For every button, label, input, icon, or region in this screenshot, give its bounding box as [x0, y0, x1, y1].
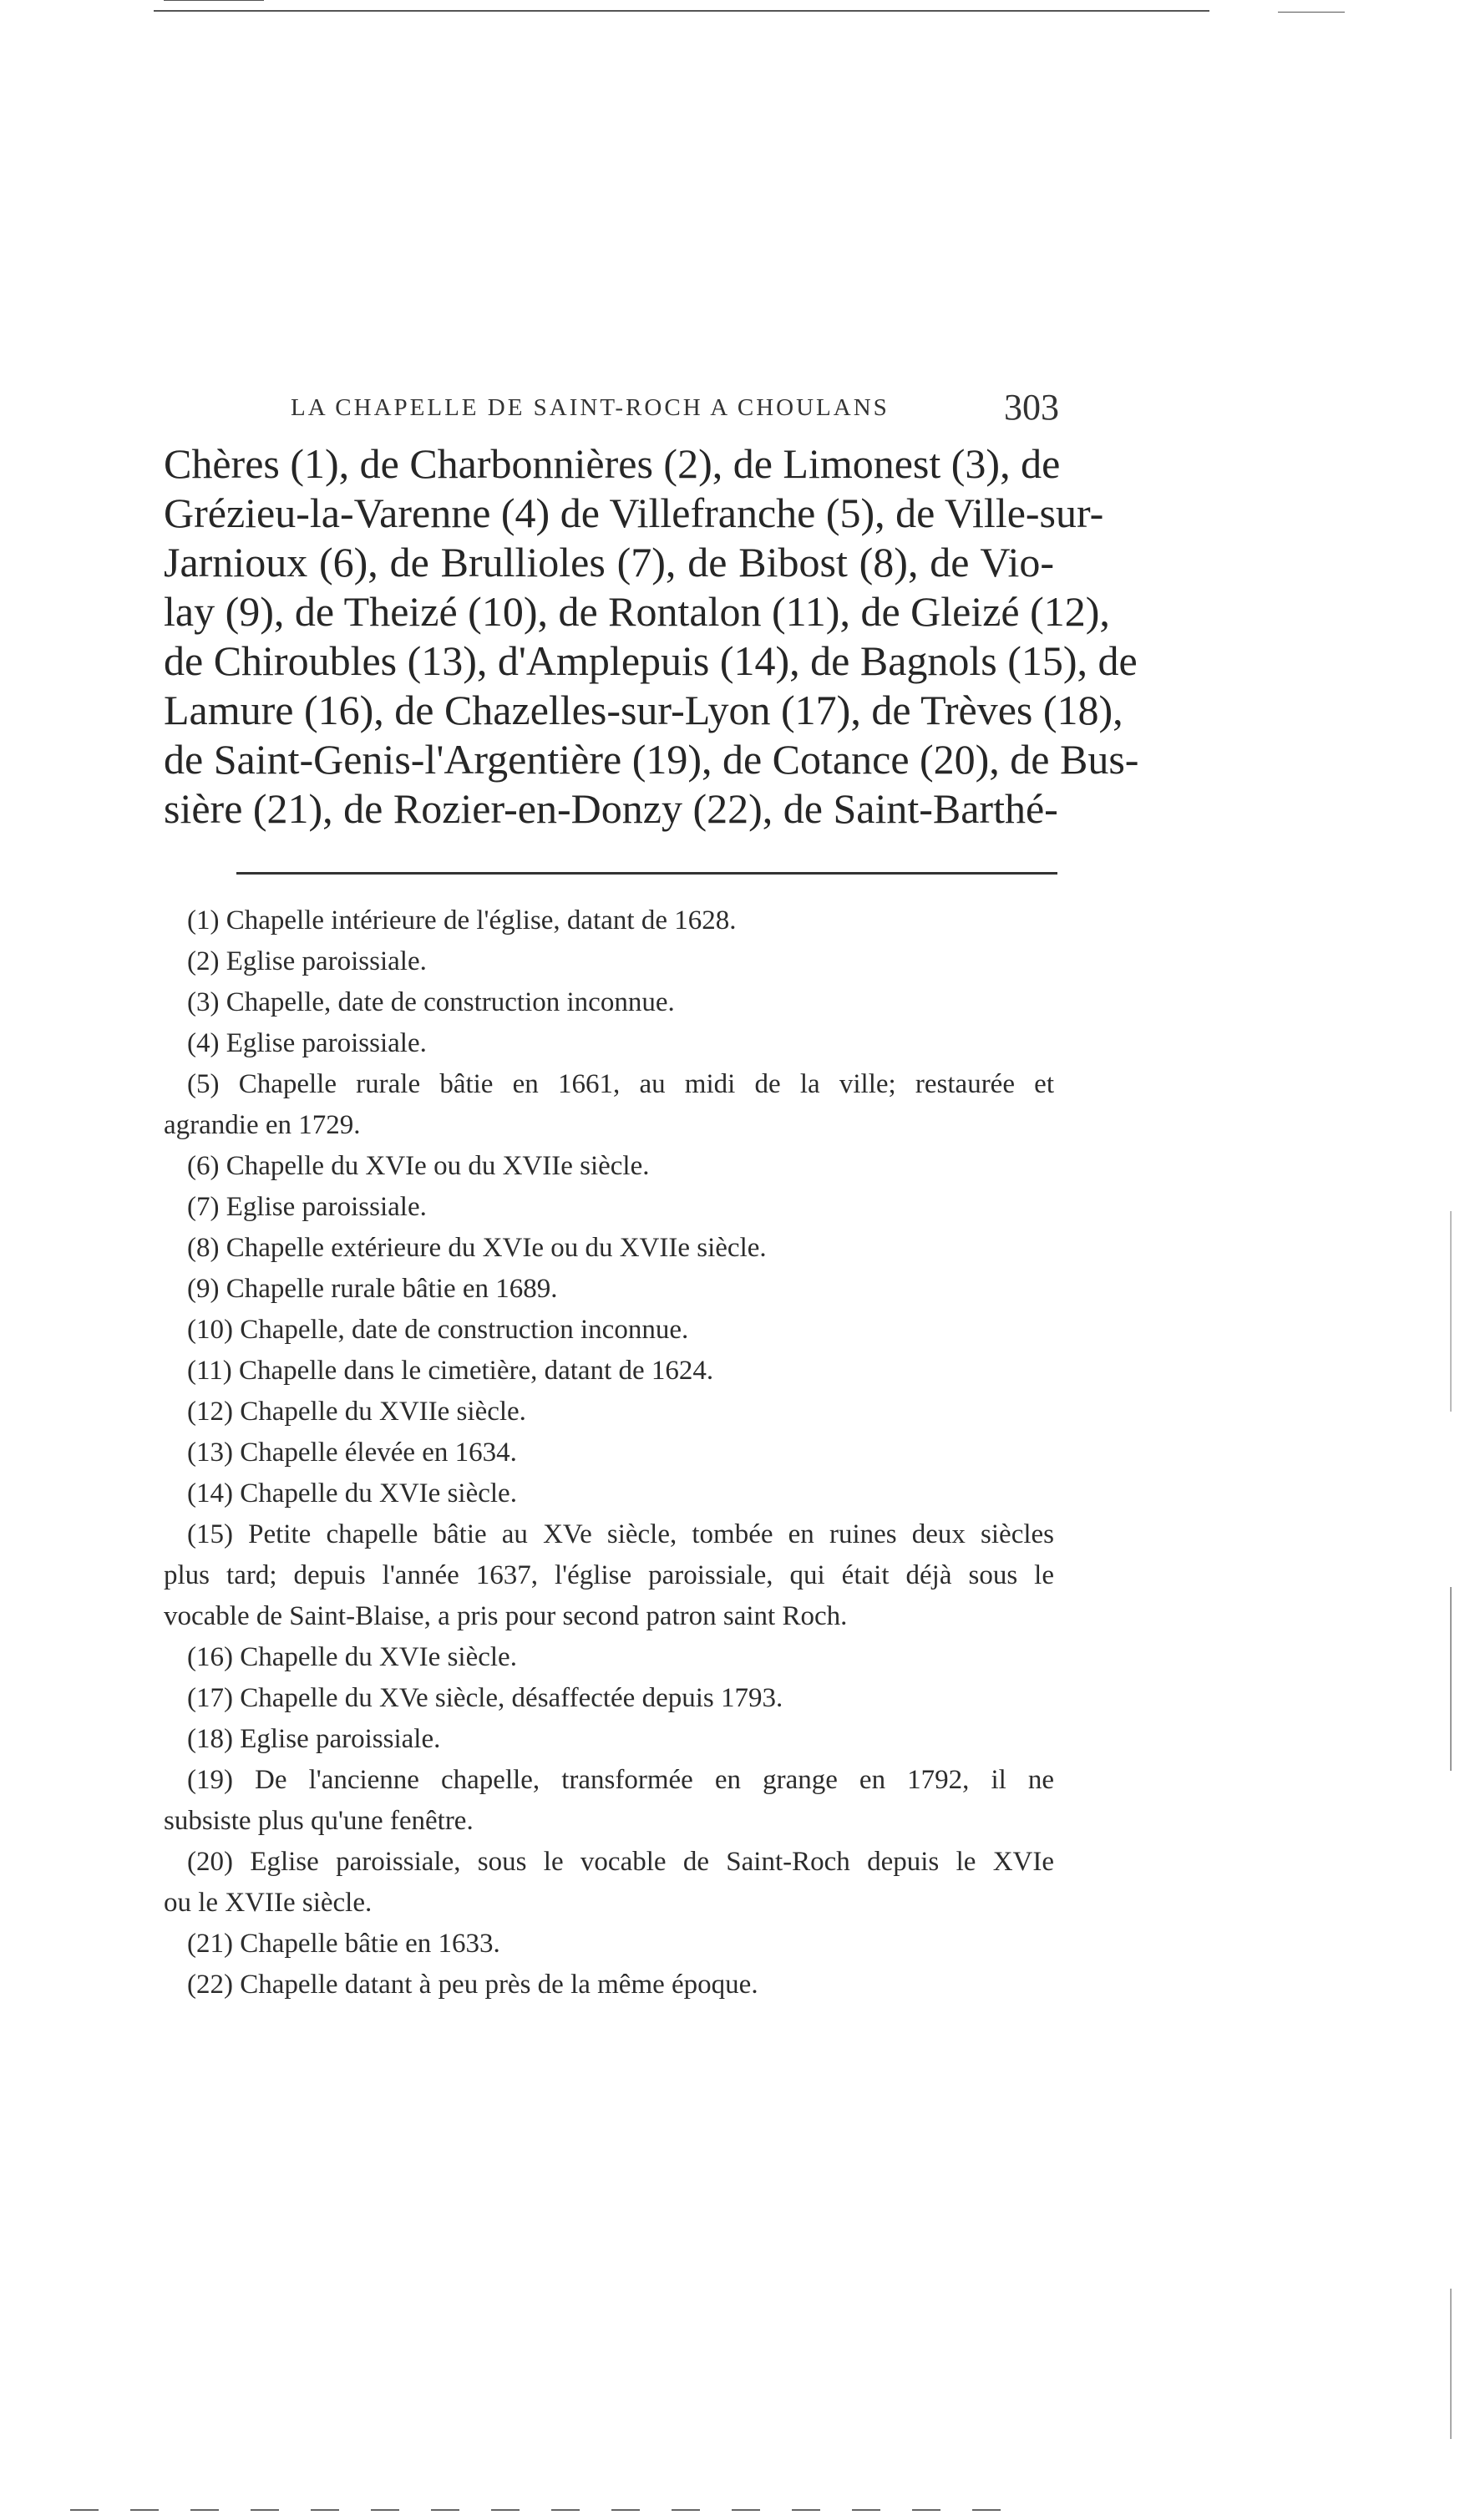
- body-line: Jarnioux (6), de Brullioles (7), de Bibost (8), de Vio-: [164, 539, 1054, 586]
- body-line: Lamure (16), de Chazelles-sur-Lyon (17), de Trèves (18),: [164, 687, 1123, 733]
- running-head: [291, 386, 1059, 436]
- footnote-number: (7): [187, 1192, 220, 1222]
- footnote-text: Chapelle datant à peu près de la même époque.: [240, 1970, 758, 2000]
- footnote: [164, 1473, 1054, 1514]
- footnote-number: (4): [187, 1028, 220, 1058]
- running-title: LA CHAPELLE DE SAINT-ROCH A CHOULANS: [291, 394, 890, 421]
- footnote-number: (16): [187, 1642, 233, 1672]
- footnote-text: Chapelle, date de construction inconnue.: [240, 1315, 689, 1345]
- footnote-text-continued: plus tard; depuis l'année 1637, l'église paroissiale, qui était déjà sous le: [164, 1560, 1054, 1590]
- footnote-number: (14): [187, 1478, 233, 1508]
- scan-edge-top: [154, 10, 1209, 12]
- page-number: 303: [1004, 387, 1059, 428]
- footnote: [164, 1719, 1054, 1760]
- footnote-text: Eglise paroissiale.: [226, 1192, 427, 1222]
- footnote-number: (19): [187, 1765, 233, 1795]
- footnote: [164, 1924, 1054, 1965]
- scan-edge-bottom: [70, 2509, 1014, 2511]
- footnote: [164, 1842, 1054, 1924]
- footnote: [164, 1269, 1054, 1310]
- footnote: [164, 1023, 1054, 1064]
- footnote-text: Chapelle du XVIIe siècle.: [240, 1397, 526, 1427]
- footnote-text: Chapelle du XVe siècle, désaffectée depuis 1793.: [240, 1683, 783, 1713]
- footnote-text: Eglise paroissiale.: [226, 946, 427, 976]
- footnote-number: (20): [187, 1847, 233, 1877]
- footnote-text: Eglise paroissiale.: [226, 1028, 427, 1058]
- footnote-number: (6): [187, 1151, 220, 1181]
- footnote-text: Chapelle extérieure du XVIe ou du XVIIe siècle.: [226, 1233, 767, 1263]
- body-line: sière (21), de Rozier-en-Donzy (22), de Saint-Barthé-: [164, 785, 1058, 832]
- footnote-number: (11): [187, 1356, 232, 1386]
- footnote-text: Eglise paroissiale.: [240, 1724, 441, 1754]
- footnote-number: (8): [187, 1233, 220, 1263]
- footnote-text: Chapelle du XVIe ou du XVIIe siècle.: [226, 1151, 650, 1181]
- footnote-number: (18): [187, 1724, 233, 1754]
- footnote-text: Chapelle du XVIe siècle.: [240, 1642, 517, 1672]
- scan-margin-mark: [1450, 2289, 1452, 2439]
- footnote-number: (10): [187, 1315, 233, 1345]
- footnote-text: Chapelle du XVIe siècle.: [240, 1478, 517, 1508]
- footnote: [164, 982, 1054, 1023]
- footnote-number: (13): [187, 1437, 233, 1468]
- scan-margin-mark: [1450, 1211, 1452, 1412]
- body-line: de Saint-Genis-l'Argentière (19), de Cotance (20), de Bus-: [164, 736, 1139, 783]
- body-text: [164, 439, 1139, 834]
- footnote: [164, 1064, 1054, 1146]
- footnote-number: (17): [187, 1683, 233, 1713]
- footnote-text: Chapelle bâtie en 1633.: [240, 1929, 500, 1959]
- footnotes: [164, 900, 1054, 2005]
- footnote: [164, 1146, 1054, 1187]
- footnote-text-continued: agrandie en 1729.: [164, 1110, 361, 1140]
- footnote-text: Chapelle élevée en 1634.: [240, 1437, 517, 1468]
- body-line: Grézieu-la-Varenne (4) de Villefranche (5), de Ville-sur-: [164, 489, 1104, 536]
- footnote: [164, 941, 1054, 982]
- footnote: [164, 1514, 1054, 1637]
- body-line: Chères (1), de Charbonnières (2), de Limonest (3), de: [164, 440, 1061, 487]
- footnote: [164, 900, 1054, 941]
- footnote-number: (12): [187, 1397, 233, 1427]
- footnote: [164, 1432, 1054, 1473]
- footnote: [164, 1228, 1054, 1269]
- footnote-number: (3): [187, 987, 220, 1017]
- footnote-text: Chapelle intérieure de l'église, datant de 1628.: [226, 905, 737, 935]
- footnote-number: (9): [187, 1274, 220, 1304]
- footnote-text: Chapelle rurale bâtie en 1661, au midi de la ville; restaurée et: [238, 1069, 1054, 1099]
- scan-edge-top-right: [1278, 12, 1345, 13]
- footnote-number: (21): [187, 1929, 233, 1959]
- body-line: de Chiroubles (13), d'Amplepuis (14), de Bagnols (15), de: [164, 637, 1138, 684]
- footnote: [164, 1392, 1054, 1432]
- footnote-rule: [236, 872, 1057, 875]
- scan-edge-top-left: [164, 0, 264, 1]
- footnote-text: Chapelle, date de construction inconnue.: [226, 987, 675, 1017]
- footnote: [164, 1187, 1054, 1228]
- footnote-text-continued: vocable de Saint-Blaise, a pris pour second patron saint Roch.: [164, 1601, 848, 1631]
- footnote-text: De l'ancienne chapelle, transformée en grange en 1792, il ne: [255, 1765, 1054, 1795]
- footnote-number: (5): [187, 1069, 220, 1099]
- footnote: [164, 1637, 1054, 1678]
- footnote: [164, 1310, 1054, 1351]
- footnote: [164, 1678, 1054, 1719]
- footnote-text-continued: subsiste plus qu'une fenêtre.: [164, 1806, 474, 1836]
- footnote-text: Eglise paroissiale, sous le vocable de Saint-Roch depuis le XVIe: [250, 1847, 1055, 1877]
- footnote: [164, 1965, 1054, 2005]
- footnote-text: Petite chapelle bâtie au XVe siècle, tombée en ruines deux siècles: [248, 1519, 1055, 1549]
- footnote-number: (22): [187, 1970, 233, 2000]
- footnote-number: (1): [187, 905, 220, 935]
- footnote-text: Chapelle rurale bâtie en 1689.: [226, 1274, 558, 1304]
- footnote-text: Chapelle dans le cimetière, datant de 1624.: [239, 1356, 714, 1386]
- footnote-text-continued: ou le XVIIe siècle.: [164, 1888, 373, 1918]
- footnote-number: (2): [187, 946, 220, 976]
- footnote-number: (15): [187, 1519, 233, 1549]
- body-line: lay (9), de Theizé (10), de Rontalon (11), de Gleizé (12),: [164, 588, 1110, 635]
- footnote: [164, 1351, 1054, 1392]
- footnote: [164, 1760, 1054, 1842]
- scan-margin-mark: [1450, 1587, 1452, 1771]
